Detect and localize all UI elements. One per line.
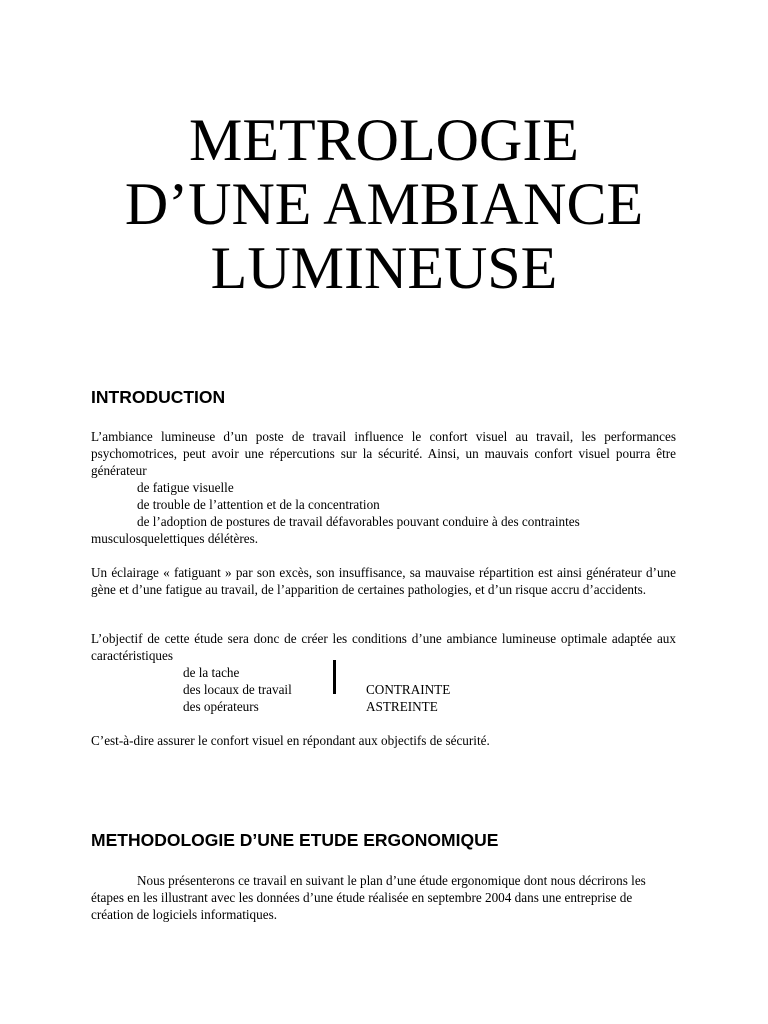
intro-list2-item-3: des opérateurs (183, 699, 259, 714)
document-title (0, 108, 768, 300)
label-astreinte: ASTREINTE (366, 699, 438, 714)
intro-list1-item-1: de fatigue visuelle (137, 480, 234, 495)
title-line-3: LUMINEUSE (210, 235, 558, 301)
intro-list2-item-1: de la tache (183, 665, 240, 680)
intro-paragraph-2: Un éclairage « fatiguant » par son excès, son insuffisance, sa mauvaise répartition est ainsi générateur d’une gène et d’une fatigue au travail, de l’apparition de certaines pathologies, et d’un risque accru d’accidents. (91, 565, 676, 597)
methodologie-heading: METHODOLOGIE D’UNE ETUDE ERGONOMIQUE (91, 830, 499, 850)
intro-list1-item-2: de trouble de l’attention et de la concentration (137, 497, 380, 512)
label-contrainte: CONTRAINTE (366, 682, 451, 697)
title-line-1: METROLOGIE (189, 107, 579, 173)
intro-paragraph-3: L’objectif de cette étude sera donc de créer les conditions d’une ambiance lumineuse optimale adaptée aux caractéristiques (91, 631, 676, 663)
intro-list2-item-2: des locaux de travail (183, 682, 292, 697)
title-line-2: D’UNE AMBIANCE (124, 171, 644, 237)
intro-paragraph-1: L’ambiance lumineuse d’un poste de travail influence le confort visuel au travail, les performances psychomotrices, peut avoir une répercutions sur la sécurité. Ainsi, un mauvais confort visuel pourra être générateur (91, 429, 676, 478)
introduction-heading: INTRODUCTION (91, 387, 226, 407)
intro-list1-item-3: de l’adoption de postures de travail défavorables pouvant conduire à des contraintes (137, 514, 580, 529)
vertical-bracket-line (333, 660, 336, 694)
methodologie-paragraph-1: Nous présenterons ce travail en suivant le plan d’une étude ergonomique dont nous décrirons les étapes en les illustrant avec les données d’une étude réalisée en septembre 2004 dans une entreprise de création de logiciels informatiques. (91, 873, 646, 922)
intro-paragraph-4: C’est-à-dire assurer le confort visuel en répondant aux objectifs de sécurité. (91, 733, 490, 748)
intro-list1-continuation: musculosquelettiques délétères. (91, 531, 258, 546)
